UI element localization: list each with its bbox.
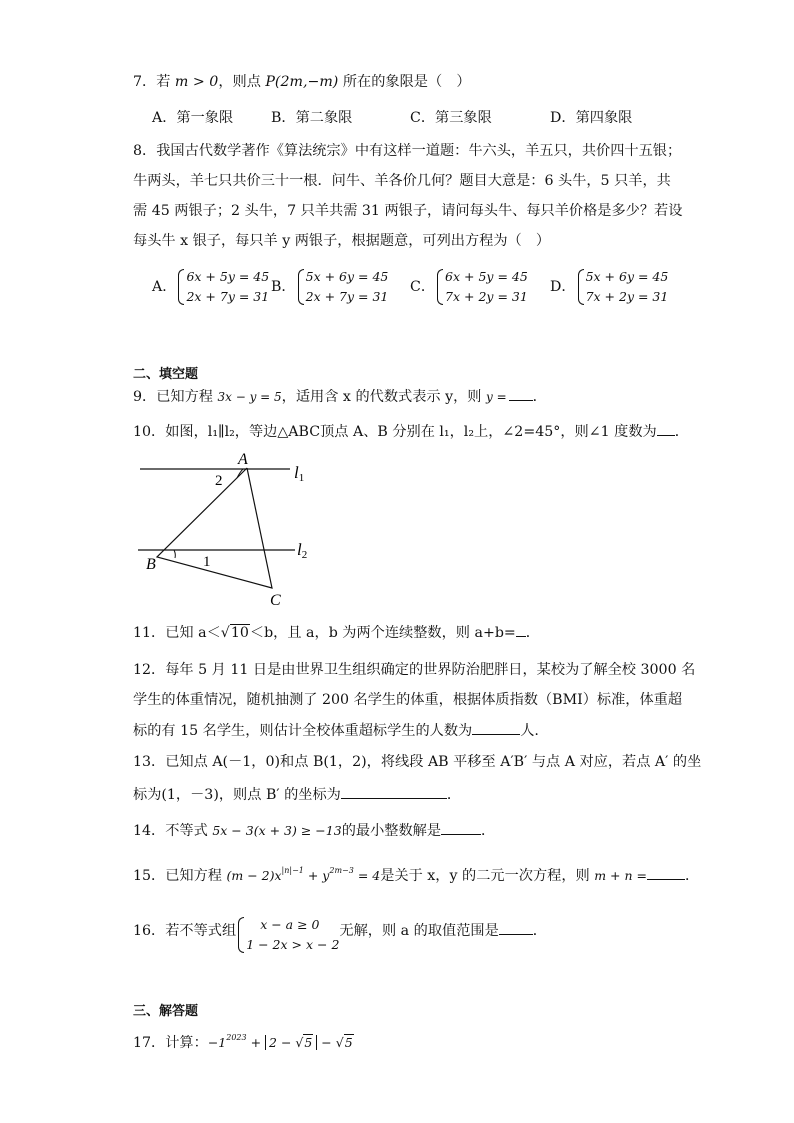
q15-rhs: = 4 [353, 868, 381, 883]
angle-2-label: 2 [215, 473, 223, 489]
q7-stem-suffix: 所在的象限是（ ） [338, 74, 471, 90]
q9-mid: ，适用含 x 的代数式表示 y，则 [281, 389, 486, 405]
q17-radicand: 5 [304, 1035, 313, 1050]
q7-option-d: D．第四象限 [550, 110, 633, 126]
q8-option-d [550, 267, 668, 307]
q8-line-3: 需 45 两银子；2 头牛，7 只羊共需 31 两银子，请问每头牛、每只羊价格是多少？若设 [133, 203, 683, 219]
q15-term-1: (m − 2)x [226, 868, 282, 883]
q15-prefix: 15．已知方程 [133, 868, 227, 884]
q8-option-b-label: B． [271, 279, 296, 295]
q8-option-b-system [298, 267, 389, 307]
q8-option-a-system [178, 267, 269, 307]
q12-line-2: 学生的体重情况，随机抽测了 200 名学生的体重，根据体质指数（BMI）标准，体重超 [133, 692, 683, 708]
vertex-b-label: B [146, 556, 156, 573]
q7-option-a: A．第一象限 [152, 110, 234, 126]
angle-1-label: 1 [203, 554, 211, 570]
vertex-c-label: C [270, 592, 281, 609]
q8-option-d-eq1: 5x + 6y = 45 [585, 269, 669, 284]
q8-option-c-label: C． [410, 279, 436, 295]
q14-prefix: 14．不等式 [133, 823, 213, 839]
q15-ask: m + n = [594, 868, 647, 883]
q15-answer-blank[interactable] [647, 865, 685, 880]
q12-line-1: 12．每年 5 月 11 日是由世界卫生组织确定的世界防治肥胖日，某校为了解全校 3000 名 [133, 662, 696, 678]
q12-end: 人. [520, 723, 539, 739]
q15-exponent-2: 2m−3 [329, 866, 354, 875]
q12-line-3-text: 标的有 15 名学生，则估计全校体重超标学生的人数为 [133, 723, 473, 739]
q8-line-1: 8．我国古代数学著作《算法统宗》中有这样一道题：牛六头，羊五只，共价四十五银； [133, 143, 682, 159]
q8-option-c-system [437, 267, 528, 307]
q11-prefix: 11．已知 a＜ [133, 625, 221, 641]
q8-option-d-system [578, 267, 669, 307]
q7-point: P(2m,−m) [265, 74, 339, 90]
question-10 [133, 421, 689, 442]
q13-answer-blank[interactable] [341, 784, 447, 799]
q14-end: ． [481, 823, 496, 839]
q10-end: ． [674, 424, 689, 440]
q14-suffix: 的最小整数解是 [341, 823, 442, 839]
q15-equation [227, 868, 381, 883]
angle-1-arc [174, 550, 175, 558]
q11-suffix: ＜b，且 a，b 为两个连续整数，则 a+b= [249, 625, 516, 641]
question-11 [133, 622, 540, 643]
q9-end: ． [532, 389, 547, 405]
q13-line-2 [133, 784, 461, 805]
label-l1: l1 [294, 463, 305, 484]
q8-option-a [152, 267, 269, 307]
q13-end: ． [446, 787, 462, 803]
q16-system [238, 915, 339, 955]
question-14 [133, 820, 495, 841]
q17-absolute [265, 1035, 317, 1050]
q17-abs-prefix: 2 − [269, 1035, 296, 1050]
q8-line-4: 每头牛 x 银子，每只羊 y 两银子，根据题意，可列出方程为（ ） [133, 233, 551, 249]
q11-radicand: 10 [230, 625, 249, 641]
q16-suffix: 无解，则 a 的取值范围是 [339, 923, 499, 939]
question-17 [133, 1028, 354, 1053]
label-l2: l2 [297, 540, 308, 561]
q8-option-b-eq1: 5x + 6y = 45 [305, 269, 389, 284]
q8-option-b [271, 267, 388, 307]
q15-suffix: 是关于 x，y 的二元一次方程，则 [380, 868, 595, 884]
q12-answer-blank[interactable] [472, 720, 520, 735]
q14-answer-blank[interactable] [441, 820, 481, 835]
q8-option-c [410, 267, 528, 307]
question-7-stem [133, 72, 471, 92]
section-heading-fill-in: 二、填空题 [133, 367, 199, 382]
q16-inequality-2: 1 − 2x > x − 2 [246, 937, 340, 952]
q15-term-2: + y [303, 868, 330, 883]
q16-prefix: 16．若不等式组 [133, 923, 237, 939]
q9-ask: y = [485, 390, 507, 404]
q14-inequality: 5x − 3(x + 3) ≥ −13 [212, 823, 342, 838]
q9-equation: 3x − y = 5 [217, 390, 282, 404]
q7-stem-mid: ，则点 [218, 74, 266, 90]
triangle-figure [130, 445, 330, 610]
question-9 [133, 386, 547, 407]
q15-exponent-1: |n|−1 [281, 866, 304, 875]
q8-option-c-eq2: 7x + 2y = 31 [445, 289, 528, 304]
q8-option-d-label: D． [550, 279, 576, 295]
section-heading-solutions: 三、解答题 [133, 1004, 199, 1019]
q10-text: 10．如图，l₁∥l₂，等边△ABC顶点 A、B 分别在 l₁，l₂上，∠2=45°，则∠1 度数为 [133, 424, 657, 440]
q8-option-a-eq2: 2x + 7y = 31 [186, 289, 270, 304]
q10-answer-blank[interactable] [657, 421, 675, 436]
q17-term-1: −1 [207, 1035, 227, 1050]
q17-exponent: 2023 [226, 1033, 247, 1042]
q7-condition: m > 0 [174, 74, 219, 90]
q16-end: ． [532, 923, 547, 939]
sqrt-icon: √ [295, 1035, 304, 1050]
q8-line-2: 牛两头，羊七只共价三十一根．问牛、羊各价几何？题目大意是：6 头牛，5 只羊，共 [133, 173, 671, 189]
vertex-a-label: A [238, 451, 248, 468]
q17-prefix: 17．计算： [133, 1035, 208, 1051]
q8-option-d-eq2: 7x + 2y = 31 [585, 289, 669, 304]
q7-stem-prefix: 7．若 [133, 74, 175, 90]
q11-end: ． [525, 625, 540, 641]
q8-option-a-eq1: 6x + 5y = 45 [186, 269, 270, 284]
q8-option-c-eq1: 6x + 5y = 45 [445, 269, 528, 284]
sqrt-icon: √ [220, 625, 230, 641]
q16-inequality-1: x − a ≥ 0 [260, 917, 320, 932]
q17-radicand-2: 5 [344, 1035, 353, 1050]
q15-end: ． [684, 868, 700, 884]
q8-option-b-eq2: 2x + 7y = 31 [305, 289, 389, 304]
q9-prefix: 9．已知方程 [133, 389, 218, 405]
q13-line-1: 13．已知点 A(－1，0)和点 B(1，2)，将线段 AB 平移至 A′B′ 与点 A 对应，若点 A′ 的坐 [133, 754, 702, 770]
q9-answer-blank[interactable] [509, 386, 533, 401]
q7-option-c: C．第三象限 [410, 110, 492, 126]
q8-option-a-label: A． [152, 279, 177, 295]
question-15 [133, 861, 699, 886]
q17-minus: − [317, 1035, 336, 1050]
sqrt-icon: √ [335, 1035, 344, 1050]
q16-answer-blank[interactable] [499, 920, 533, 935]
q7-option-b: B．第二象限 [271, 110, 353, 126]
question-16 [133, 915, 547, 955]
q17-plus: + [246, 1035, 266, 1050]
q11-answer-blank[interactable] [516, 622, 526, 637]
q17-expression [208, 1035, 354, 1050]
q12-line-3 [133, 720, 539, 741]
q13-line-2-text: 标为(1，－3)，则点 B′ 的坐标为 [133, 787, 341, 803]
